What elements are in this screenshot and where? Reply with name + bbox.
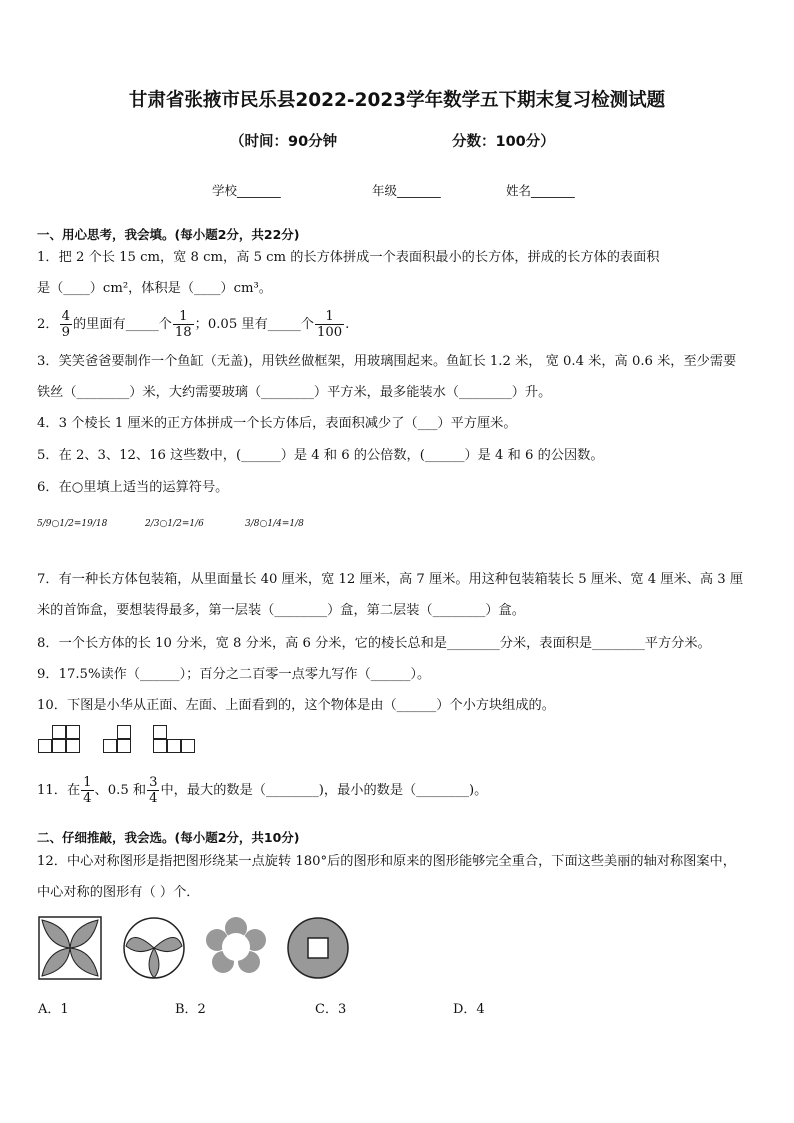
numerator: 1	[83, 775, 92, 790]
option-b[interactable]: B．2	[175, 1002, 206, 1017]
fraction	[173, 309, 194, 340]
flower-figure	[203, 916, 269, 980]
q2-end: .	[345, 317, 350, 333]
denominator: 100	[316, 325, 343, 341]
q6-expression-3: 3/8○1/4=1/8	[245, 519, 304, 529]
question-10: 10．下图是小华从正面、左面、上面看到的，这个物体是由（______）个小方块组成的。	[37, 698, 555, 713]
exam-time: （时间：90分钟	[230, 134, 338, 150]
numerator: 3	[149, 775, 158, 790]
option-c[interactable]: C．3	[315, 1002, 347, 1017]
question-9: 9．17.5%读作（______）；百分之二百零一点零九写作（______）。	[37, 667, 431, 682]
section-heading-fill: 一、用心思考，我会填。(每小题2分，共22分)	[37, 227, 300, 242]
question-3-line-1: 3．笑笑爸爸要制作一个鱼缸（无盖)，用铁丝做框架，用玻璃围起来。鱼缸长 1.2 米， 宽 0.4 米，高 0.6 米，至少需要	[37, 354, 737, 369]
q6-expression-2: 2/3○1/2=1/6	[145, 519, 204, 529]
fraction	[315, 309, 344, 340]
question-4: 4．3 个棱长 1 厘米的正方体拼成一个长方体后，表面积减少了（___）平方厘米。	[37, 416, 517, 431]
numerator: 4	[61, 309, 70, 324]
top-view-figure	[153, 723, 213, 757]
fraction	[147, 775, 159, 806]
left-view-figure	[103, 723, 143, 757]
four-petal-square-figure	[38, 916, 102, 980]
exam-score: 分数：100分）	[452, 134, 555, 150]
grade-field: 年级_______	[372, 183, 441, 198]
school-field: 学校_______	[212, 183, 281, 198]
q2-prefix: 2．	[37, 317, 59, 333]
option-d[interactable]: D．4	[453, 1002, 485, 1017]
question-5: 5．在 2、3、12、16 这些数中，(______）是 4 和 6 的公倍数，(______）是 4 和 6 的公因数。	[37, 448, 604, 463]
question-1-line-2: 是（____）cm²，体积是（____）cm³。	[37, 281, 272, 296]
denominator: 4	[149, 791, 158, 807]
section-heading-choice: 二、仔细推敲，我会选。(每小题2分，共10分)	[37, 830, 300, 845]
q6-expression-1: 5/9○1/2=19/18	[37, 519, 108, 529]
question-12-line-2: 中心对称的图形有（ ）个．	[37, 885, 200, 900]
q11-text: 、0.5 和	[94, 783, 147, 799]
denominator: 4	[83, 791, 92, 807]
front-view-figure	[38, 723, 98, 757]
question-6: 6．在○里填上适当的运算符号。	[37, 480, 229, 495]
question-7-line-2: 米的首饰盒，要想装得最多，第一层装（________）盒，第二层装（________）盒。	[37, 603, 525, 618]
q11-text-end: 中，最大的数是（________)，最小的数是（________)。	[160, 783, 488, 799]
page-title: 甘肃省张掖市民乐县2022-2023学年数学五下期末复习检测试题	[128, 90, 666, 111]
question-3-line-2: 铁丝（________）米，大约需要玻璃（________）平方米，最多能装水（________）升。	[37, 385, 552, 400]
coin-figure	[286, 916, 350, 980]
question-11	[37, 775, 767, 806]
numerator: 1	[315, 309, 344, 325]
q2-text: ；0.05 里有_____个	[194, 317, 314, 333]
denominator: 18	[174, 325, 192, 341]
option-a[interactable]: A．1	[38, 1002, 69, 1017]
fraction	[81, 775, 93, 806]
fraction	[60, 309, 72, 340]
question-8: 8．一个长方体的长 10 分米，宽 8 分米，高 6 分米，它的棱长总和是________分米，表面积是________平方分米。	[37, 636, 711, 651]
question-7-line-1: 7．有一种长方体包装箱，从里面量长 40 厘米，宽 12 厘米，高 7 厘米。用这种包装箱装长 5 厘米、宽 4 厘米、高 3 厘	[37, 572, 744, 587]
three-petal-circle-figure	[122, 916, 186, 980]
denominator: 9	[61, 325, 70, 341]
name-field: 姓名_______	[506, 183, 575, 198]
q2-text: 的里面有_____个	[72, 317, 172, 333]
question-1-line-1: 1．把 2 个长 15 cm，宽 8 cm，高 5 cm 的长方体拼成一个表面积最小的长方体，拼成的长方体的表面积	[37, 250, 660, 265]
question-2	[37, 309, 767, 340]
question-12-line-1: 12．中心对称图形是指把图形绕某一点旋转 180°后的图形和原来的图形能够完全重合，下面这些美丽的轴对称图案中，	[37, 854, 736, 869]
q11-prefix: 11．在	[37, 783, 81, 799]
numerator: 1	[173, 309, 194, 325]
